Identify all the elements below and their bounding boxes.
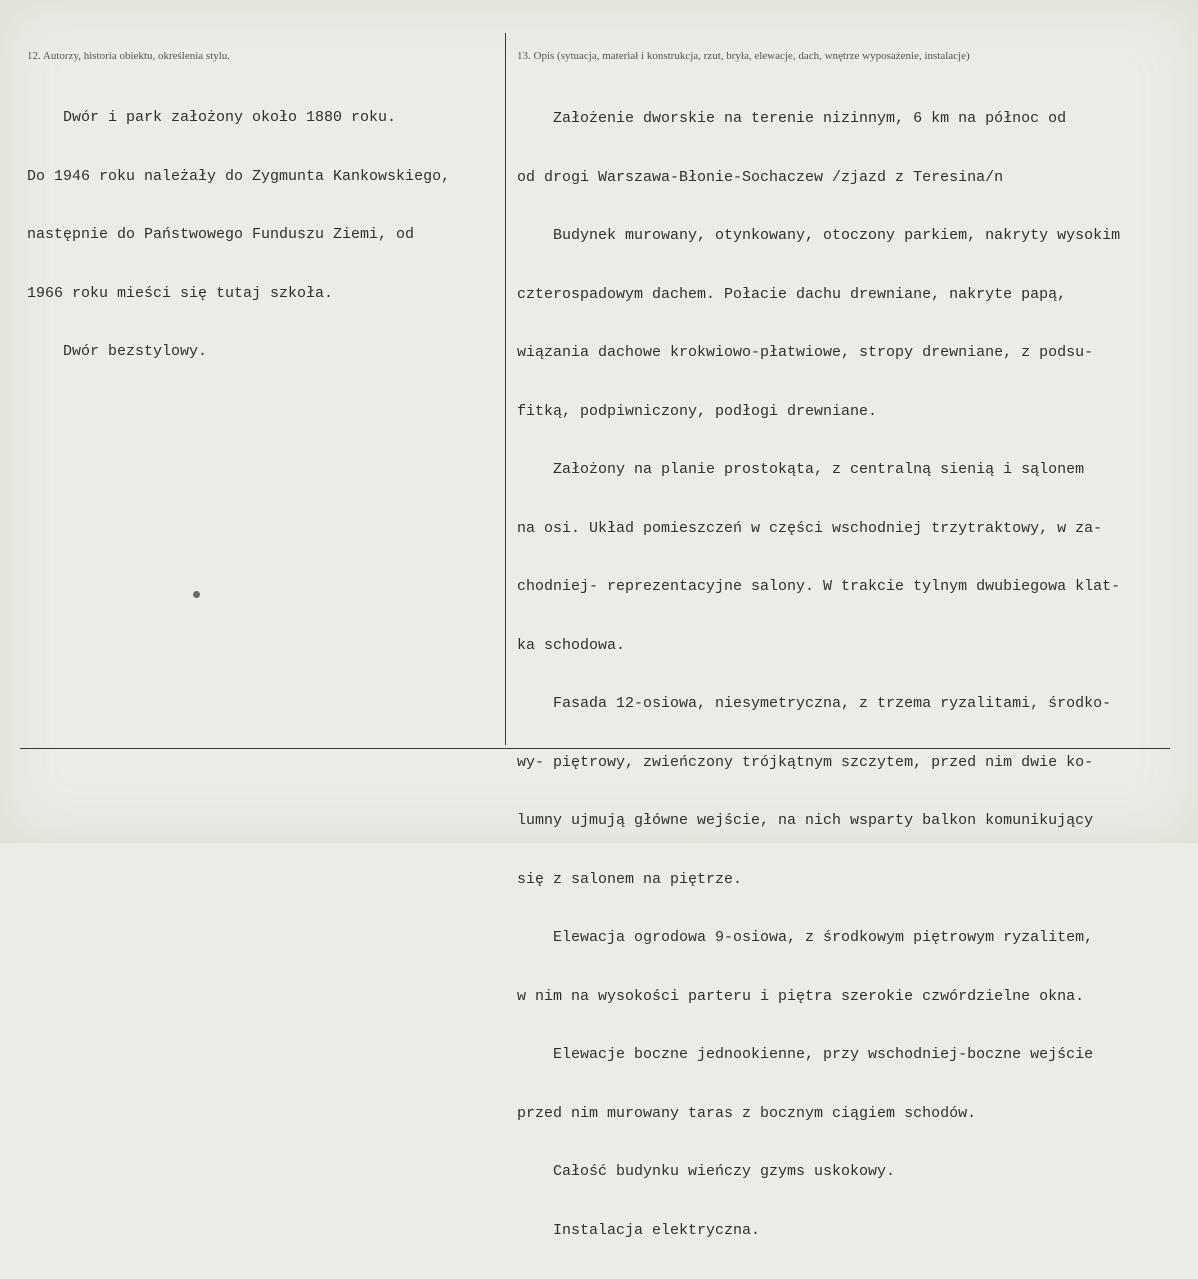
description-line: w nim na wysokości parteru i piętra szerokie czwórdzielne okna. (517, 987, 1085, 1005)
description-line: chodniej- reprezentacyjne salony. W trakcie tylnym dwubiegowa klat- (517, 578, 1121, 595)
description-line: fitką, podpiwniczony, podłogi drewniane. (517, 402, 878, 420)
description-line: wiązania dachowe krokwiowo-płatwiowe, stropy drewniane, z podsu- (517, 344, 1094, 361)
section-12-label: 12. Autorzy, historia obiektu, określenia stylu. (27, 50, 231, 62)
description-line: się z salonem na piętrze. (517, 870, 743, 888)
description-line: czterospadowym dachem. Połacie dachu drewniane, nakryte papą, (517, 285, 1067, 303)
history-line: Dwór i park założony około 1880 roku. (27, 109, 397, 126)
history-text (27, 69, 502, 401)
section-13-label: 13. Opis (sytuacja, materiał i konstrukcja, rzut, bryła, elewacje, dach, wnętrze wyposażenie, instalacje) (517, 50, 970, 62)
history-line: Do 1946 roku należały do Zygmunta Kankowskiego, (27, 167, 451, 185)
description-line: Instalacja elektryczna. (517, 1221, 761, 1239)
description-line: od drogi Warszawa-Błonie-Sochaczew /zjazd z Teresina/n (517, 168, 1004, 186)
description-line: Założony na planie prostokąta, z centralną sienią i sąlonem (517, 461, 1085, 478)
description-line: Budynek murowany, otynkowany, otoczony parkiem, nakryty wysokim (517, 227, 1121, 244)
description-line: ka schodowa. (517, 636, 626, 654)
description-line: przed nim murowany taras z bocznym ciągiem schodów. (517, 1104, 977, 1122)
description-line: lumny ujmują główne wejście, na nich wsparty balkon komunikujący (517, 812, 1094, 829)
description-line: Całość budynku wieńczy gzyms uskokowy. (517, 1163, 896, 1180)
description-line: na osi. Układ pomieszczeń w części wschodniej trzytraktowy, w za- (517, 519, 1103, 537)
history-line: 1966 roku mieści się tutaj szkoła. (27, 284, 334, 302)
description-line: Elewacje boczne jednookienne, przy wschodniej-boczne wejście (517, 1046, 1094, 1063)
history-line: następnie do Państwowego Funduszu Ziemi, od (27, 226, 415, 243)
description-line: Elewacja ogrodowa 9-osiowa, z środkowym piętrowym ryzalitem, (517, 929, 1094, 946)
description-line: Fasada 12-osiowa, niesymetryczna, z trzema ryzalitami, środko- (517, 695, 1112, 712)
description-line: wy- piętrowy, zwieńczony trójkątnym szczytem, przed nim dwie ko- (517, 753, 1094, 771)
history-line: Dwór bezstylowy. (27, 343, 208, 360)
column-divider (505, 33, 506, 745)
description-text (517, 70, 1167, 1279)
description-line: Założenie dworskie na terenie nizinnym, 6 km na północ od (517, 110, 1067, 127)
ink-dot (193, 591, 200, 598)
